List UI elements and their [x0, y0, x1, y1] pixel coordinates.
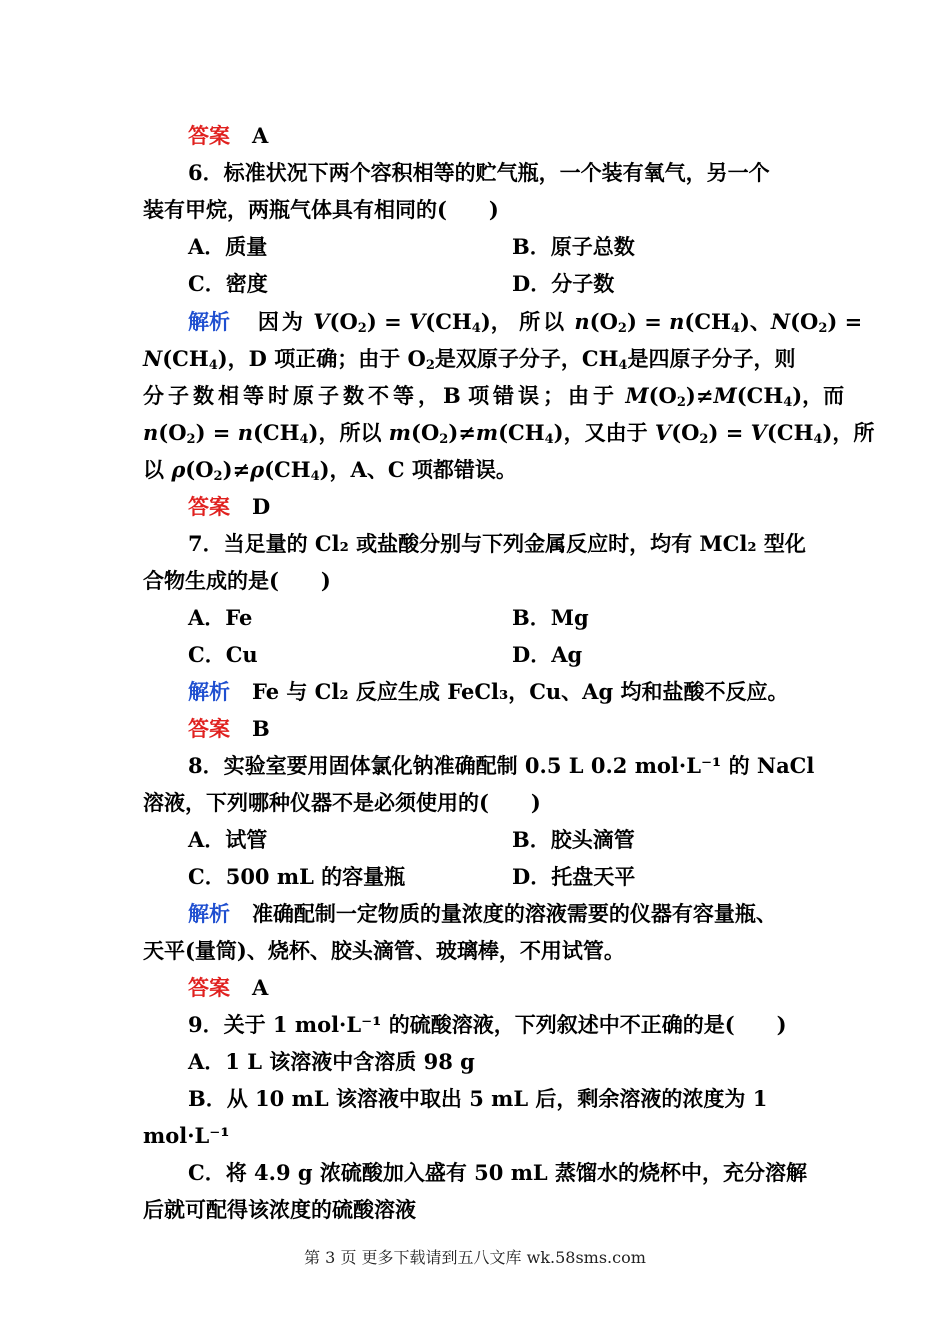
q6-answer: D	[251, 494, 271, 519]
q8-analysis-line-2: 天平(量筒)、烧杯、胶头滴管、玻璃棒，不用试管。	[143, 938, 625, 963]
q8-option-b: B．胶头滴管	[512, 827, 635, 852]
q8-stem-line-2: 溶液，下列哪种仪器不是必须使用的( )	[143, 790, 541, 815]
analysis-label: 解析	[188, 309, 230, 334]
q7-answer: B	[251, 716, 270, 741]
q7-analysis: Fe 与 Cl₂ 反应生成 FeCl₃，Cu、Ag 均和盐酸不反应。	[251, 679, 789, 704]
q5-answer-line	[188, 122, 268, 150]
q6-analysis-line-5: 以 $\rho(O_2)\ne\rho(CH_4)$，A、C 项都错误。	[143, 457, 517, 484]
q7-answer-line	[188, 715, 270, 743]
answer-label: 答案	[188, 123, 230, 148]
q6-stem-line-1: 6．标准状况下两个容积相等的贮气瓶，一个装有氧气，另一个	[188, 160, 770, 185]
q7-option-a: A．Fe	[188, 605, 253, 630]
q8-option-a: A．试管	[188, 827, 268, 852]
q7-stem-line-2: 合物生成的是( )	[143, 568, 331, 593]
q9-option-b-line-2: mol·L⁻¹	[143, 1123, 230, 1148]
q6-analysis-line-4: $n(O_2) = n(CH_4)$，所以 $m(O_2)\ne m(CH_4)$，又由于 $V(O_2) = V(CH_4)$，所	[143, 420, 875, 447]
q8-stem-line-1: 8．实验室要用固体氯化钠准确配制 0.5 L 0.2 mol·L⁻¹ 的 NaCl	[188, 753, 815, 778]
analysis-label: 解析	[188, 901, 230, 926]
q7-option-b: B．Mg	[512, 605, 589, 630]
q6-analysis-line-3: 分子数相等时原子数不等，B 项错误；由于 $M(O_2)\ne M(CH_4)$，而	[143, 383, 845, 410]
q7-option-d: D．Ag	[512, 642, 583, 667]
q9-option-c-line-2: 后就可配得该浓度的硫酸溶液	[143, 1197, 416, 1222]
q7-stem-line-1: 7．当足量的 Cl₂ 或盐酸分别与下列金属反应时，均有 MCl₂ 型化	[188, 531, 806, 556]
q6-option-d: D．分子数	[512, 271, 615, 296]
analysis-label: 解析	[188, 679, 230, 704]
q6-analysis-line-1: 解析 因为 $V(O_2) = V(CH_4)$， 所以 $n(O_2) = n(CH_4)$、$N(O_2)$ =	[188, 309, 863, 336]
q8-analysis-line-1	[188, 900, 777, 928]
q9-stem: 9．关于 1 mol·L⁻¹ 的硫酸溶液，下列叙述中不正确的是( )	[188, 1012, 787, 1037]
q6-answer-line	[188, 493, 270, 521]
q8-answer: A	[251, 975, 269, 1000]
q6-stem-line-2: 装有甲烷，两瓶气体具有相同的( )	[143, 197, 499, 222]
q8-option-c: C．500 mL 的容量瓶	[188, 864, 406, 889]
q8-answer-line	[188, 974, 268, 1002]
q9-option-c-line-1: C．将 4.9 g 浓硫酸加入盛有 50 mL 蒸馏水的烧杯中，充分溶解	[188, 1160, 808, 1185]
page-footer: 第 3 页 更多下载请到五八文库 wk.58sms.com	[304, 1248, 646, 1267]
q8-analysis-1: 准确配制一定物质的量浓度的溶液需要的仪器有容量瓶、	[251, 901, 777, 926]
q7-analysis-line	[188, 678, 788, 706]
q6-option-b: B．原子总数	[512, 234, 635, 259]
q9-option-a: A．1 L 该溶液中含溶质 98 g	[188, 1049, 475, 1074]
q6-option-c: C．密度	[188, 271, 268, 296]
answer-label: 答案	[188, 716, 230, 741]
q6-analysis-line-2: $N(CH_4)$，D 项正确；由于 $O_2$是双原子分子，$CH_4$是四原子分子，则	[143, 346, 796, 373]
q5-answer: A	[251, 123, 269, 148]
answer-label: 答案	[188, 494, 230, 519]
q7-option-c: C．Cu	[188, 642, 258, 667]
q8-option-d: D．托盘天平	[512, 864, 636, 889]
q9-option-b-line-1: B．从 10 mL 该溶液中取出 5 mL 后，剩余溶液的浓度为 1	[188, 1086, 768, 1111]
q6-option-a: A．质量	[188, 234, 268, 259]
answer-label: 答案	[188, 975, 230, 1000]
